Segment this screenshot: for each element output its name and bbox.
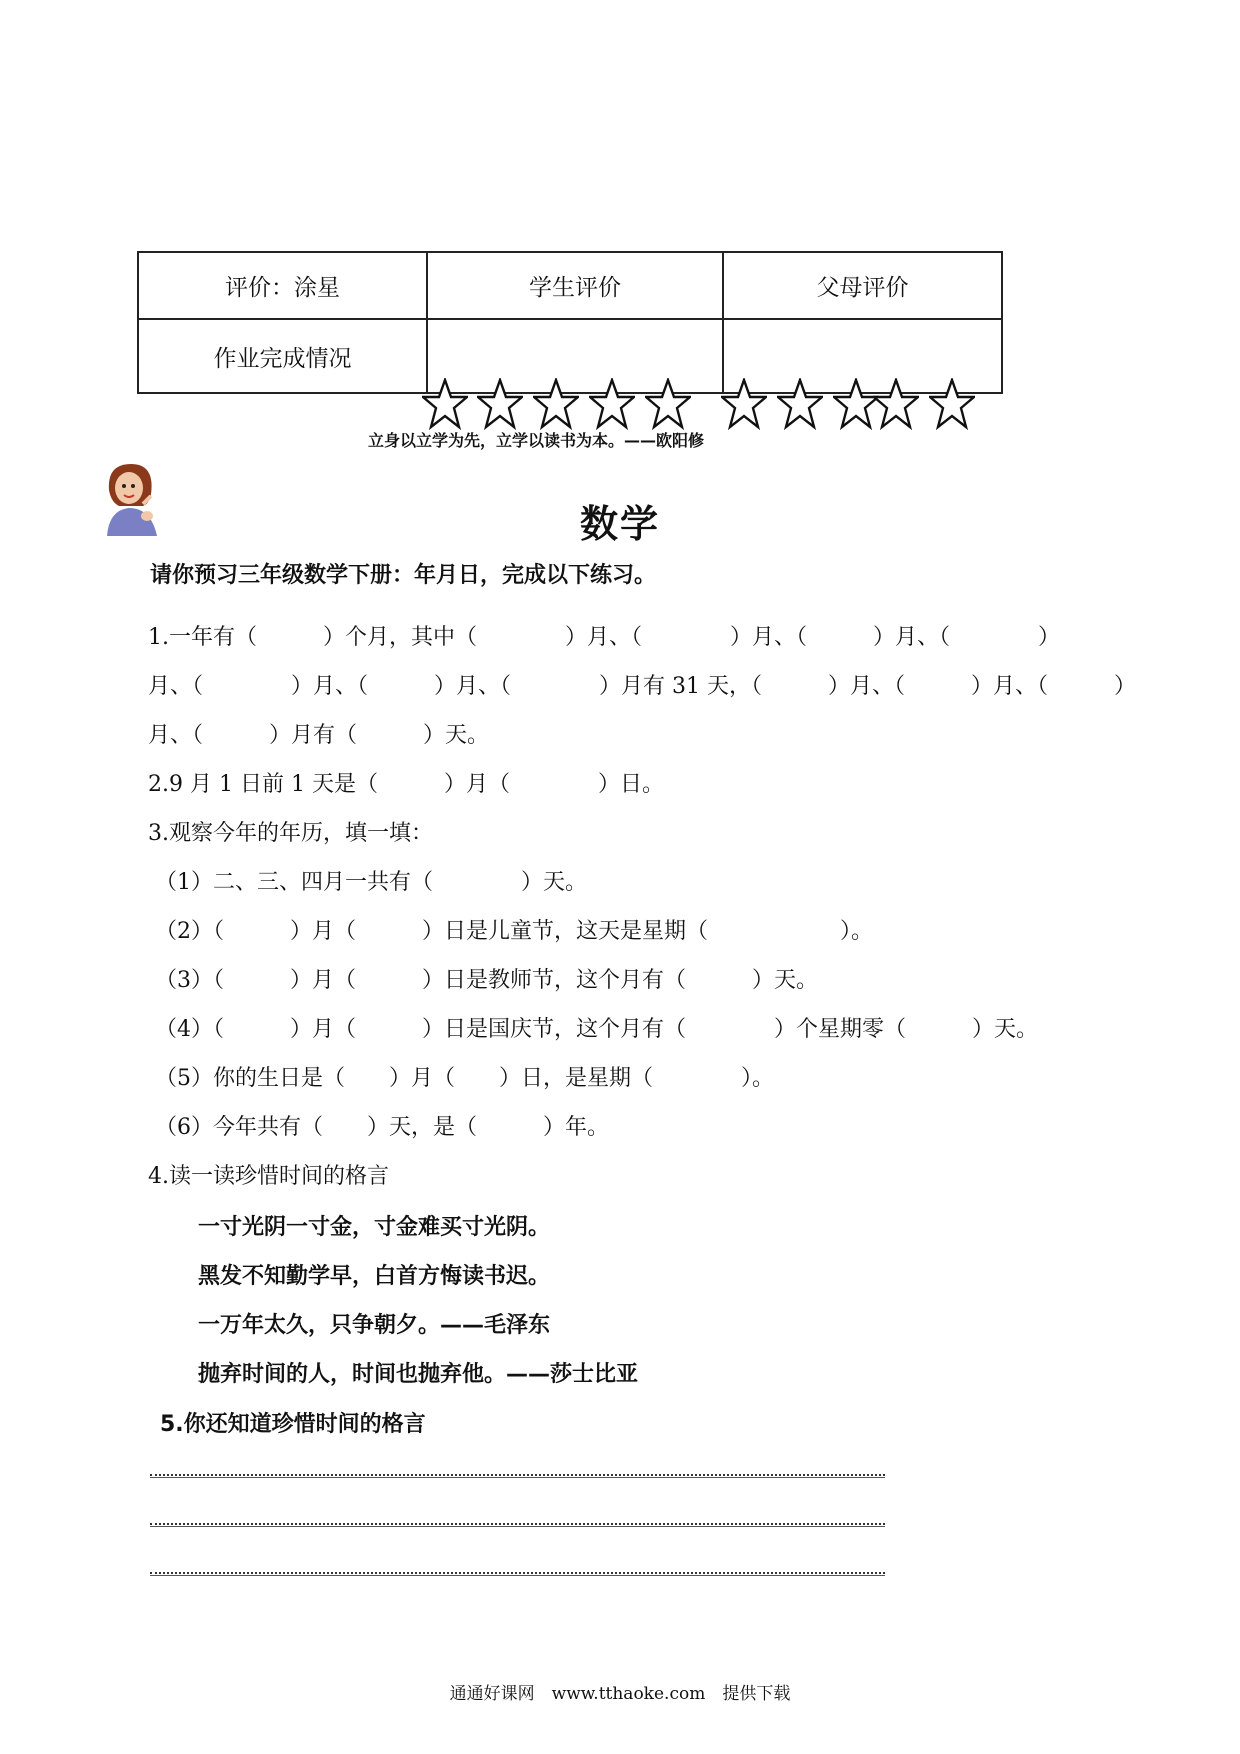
answer-line[interactable] [150,1572,885,1574]
saying: 一寸光阴一寸金，寸金难买寸光阴。 [198,1215,551,1240]
intro-text: 请你预习三年级数学下册：年月日，完成以下练习。 [150,563,657,588]
answer-line[interactable] [150,1474,885,1476]
question-1-line-1: 1.一年有（ ）个月，其中（ ）月、（ ）月、（ ）月、（ ） [148,625,1060,650]
question-3-item: （4）（ ）月（ ）日是国庆节，这个月有（ ）个星期零（ ）天。 [155,1017,1039,1042]
rating-star-icon[interactable] [645,378,691,430]
page-title: 数学 [579,502,660,546]
rating-star-icon[interactable] [477,378,523,430]
rating-star-icon[interactable] [873,378,919,430]
rating-star-icon[interactable] [422,378,468,430]
rating-star-icon[interactable] [721,378,767,430]
table-row-label: 作业完成情况 [138,319,427,393]
table-header-cell: 学生评价 [427,252,723,319]
header-quote: 立身以立学为先，立学以读书为本。——欧阳修 [368,431,705,450]
question-2: 2.9 月 1 日前 1 天是（ ）月（ ）日。 [148,772,664,797]
rating-star-icon[interactable] [589,378,635,430]
question-3-title: 3.观察今年的年历，填一填： [148,821,433,846]
rating-star-icon[interactable] [533,378,579,430]
saying: 抛弃时间的人，时间也抛弃他。——莎士比亚 [198,1362,639,1387]
question-3-item: （2）（ ）月（ ）日是儿童节，这天是星期（ ）。 [155,919,873,944]
question-4-title: 4.读一读珍惜时间的格言 [148,1164,389,1189]
rating-star-icon[interactable] [777,378,823,430]
answer-line[interactable] [150,1523,885,1525]
question-1-line-3: 月、（ ）月有（ ）天。 [148,723,490,748]
question-1-line-2: 月、（ ）月、（ ）月、（ ）月有 31 天，（ ）月、（ ）月、（ ） [148,674,1136,699]
question-5-title: 5.你还知道珍惜时间的格言 [160,1412,426,1437]
question-3-item: （3）（ ）月（ ）日是教师节，这个月有（ ）天。 [155,968,818,993]
table-header-cell: 父母评价 [723,252,1002,319]
question-3-item: （6）今年共有（ ）天，是（ ）年。 [155,1115,609,1140]
rating-star-icon[interactable] [929,378,975,430]
saying: 黑发不知勤学早，白首方悔读书迟。 [198,1264,551,1289]
saying: 一万年太久，只争朝夕。——毛泽东 [198,1313,551,1338]
table-header-cell: 评价：涂星 [138,252,427,319]
question-3-item: （5）你的生日是（ ）月（ ）日，是星期（ ）。 [155,1066,774,1091]
evaluation-table [137,251,1003,394]
footer-text: 通通好课网 www.tthaoke.com 提供下载 [449,1684,791,1704]
question-3-item: （1）二、三、四月一共有（ ）天。 [155,870,587,895]
